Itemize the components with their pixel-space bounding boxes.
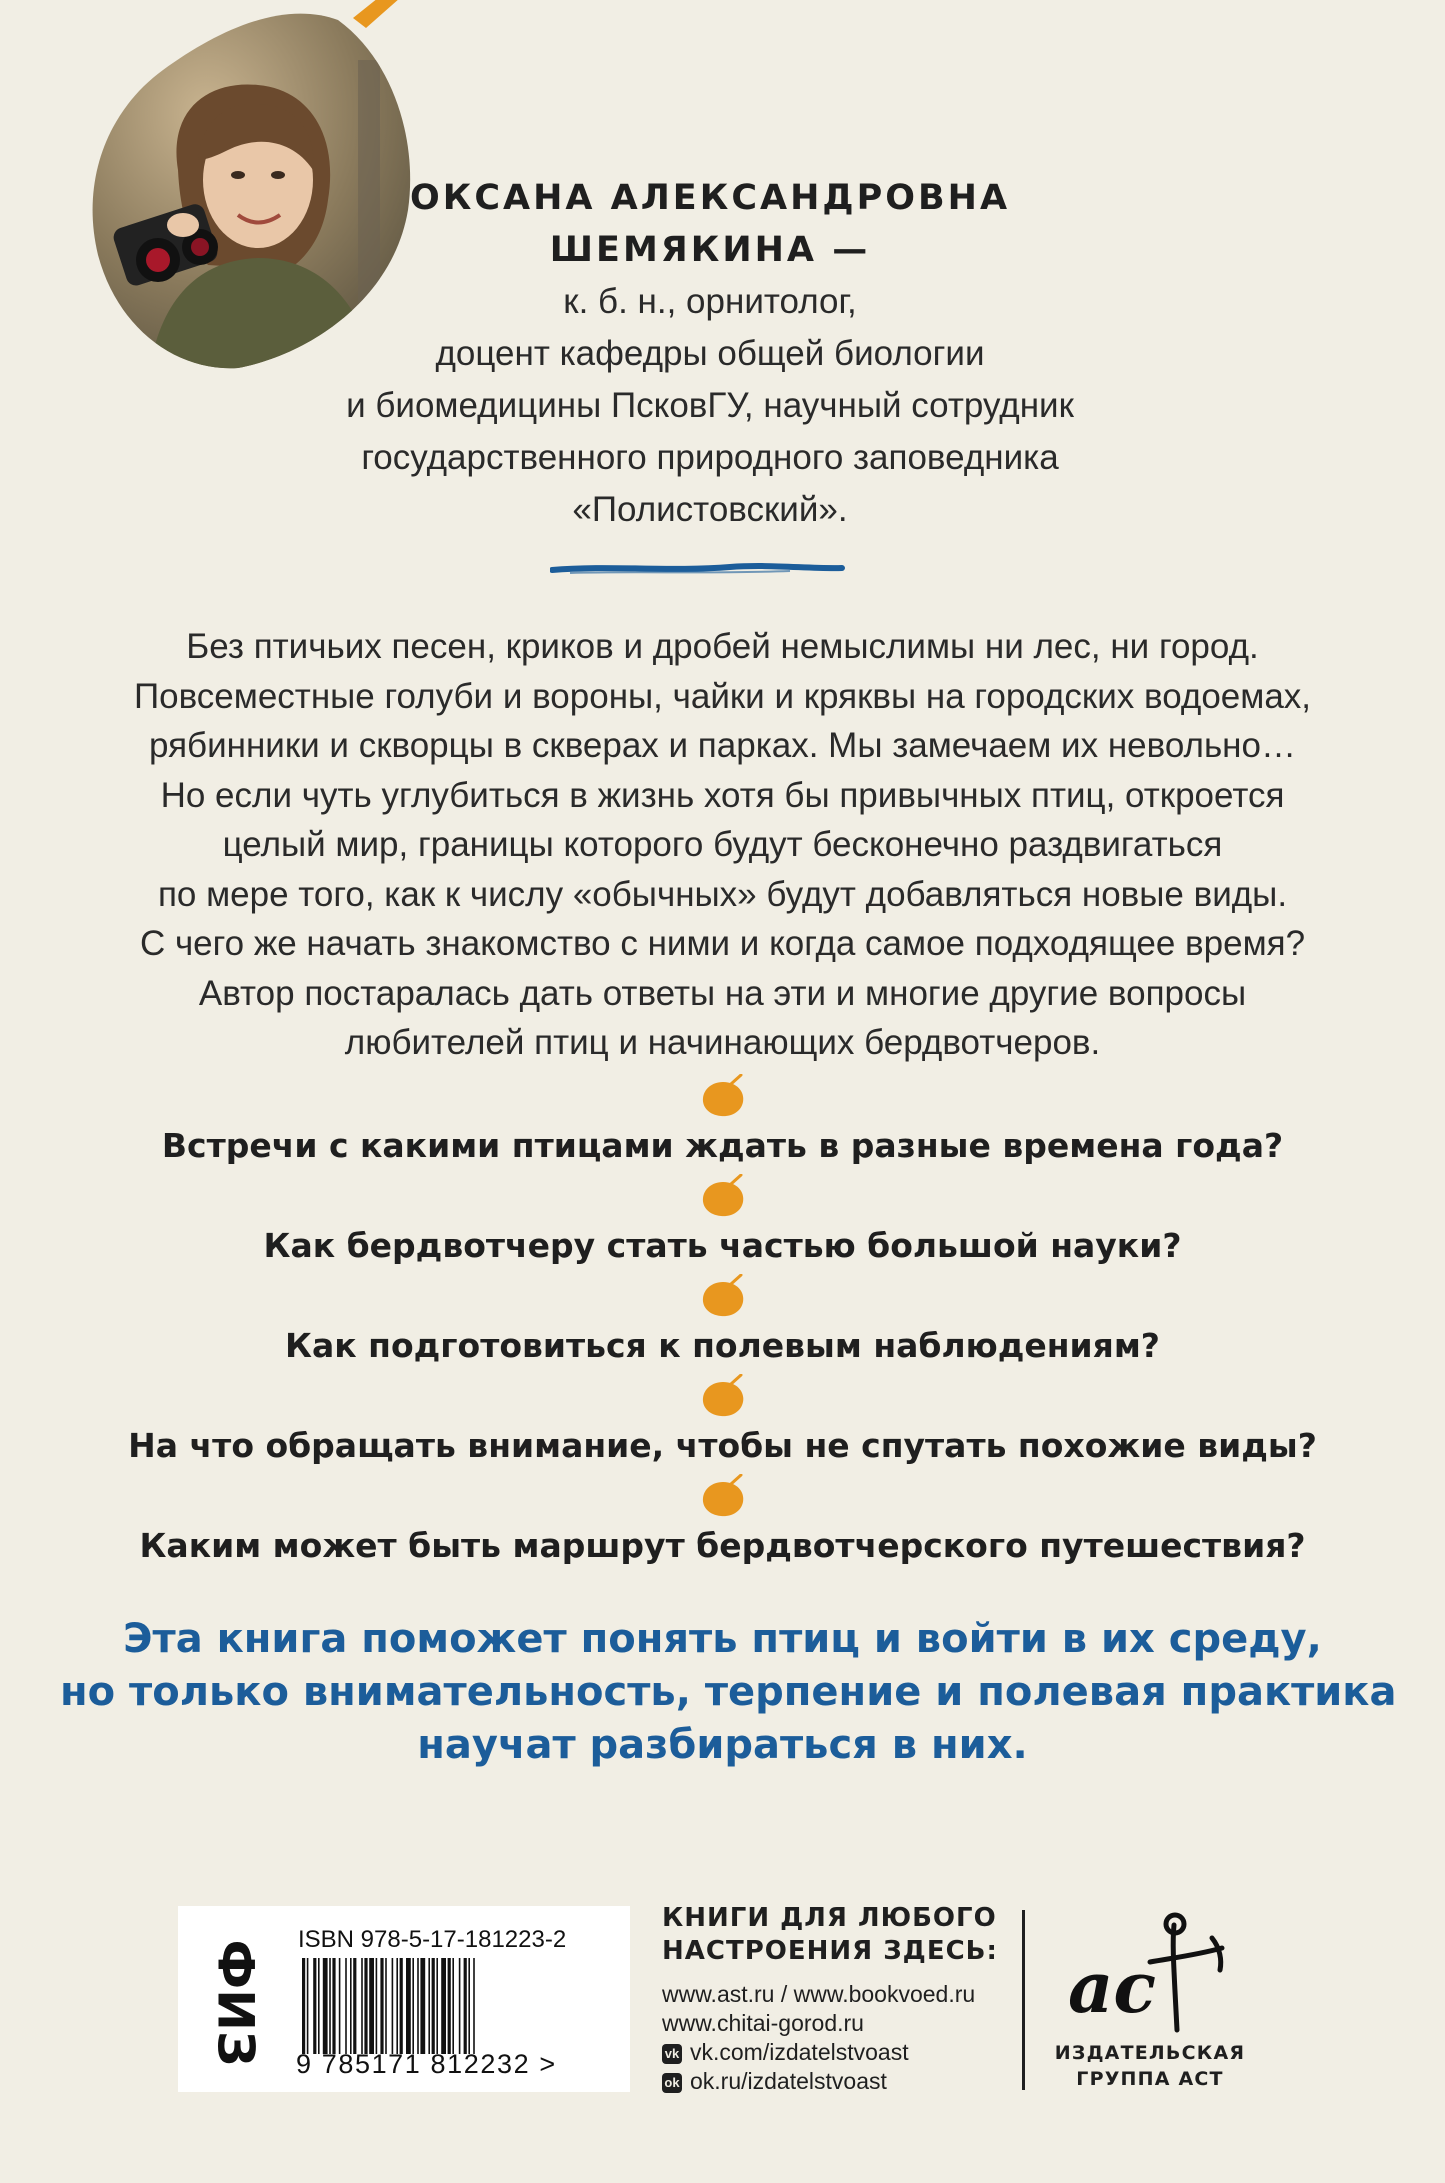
- question-item: [60, 1174, 1385, 1274]
- barcode-bar: [353, 1958, 356, 2054]
- barcode-bar: [448, 1958, 451, 2054]
- barcode-bar: [406, 1958, 411, 2054]
- blue-brush-divider: [550, 560, 845, 580]
- ok-link[interactable]: [662, 2067, 1012, 2096]
- barcode-bar: [313, 1958, 316, 2054]
- description-line: любителей птиц и начинающих бердвотчеров.: [344, 1023, 1101, 1062]
- description-line: Повсеместные голуби и вороны, чайки и кряквы на городских водоемах,: [133, 676, 1312, 716]
- barcode-bar: [318, 1958, 320, 2054]
- orange-leaf-icon: [699, 1274, 747, 1318]
- barcode-bar: [436, 1958, 438, 2054]
- author-bio-line: «Полистовский».: [572, 490, 848, 529]
- barcode-bar: [380, 1958, 383, 2054]
- barcode-bar: [432, 1958, 435, 2054]
- barcode-bar: [473, 1958, 475, 2054]
- question-item: [60, 1474, 1385, 1574]
- orange-leaf-icon: [699, 1374, 747, 1418]
- barcode-bar: [441, 1958, 446, 2054]
- publisher-caption-line: ГРУППА АСТ: [1076, 2068, 1224, 2090]
- barcode-panel: [178, 1906, 630, 2092]
- barcode-bar: [396, 1958, 398, 2054]
- description-line: С чего же начать знакомство с ними и когда самое подходящее время?: [139, 924, 1306, 963]
- question-item: [60, 1274, 1385, 1374]
- ast-logo-text: ас: [1068, 1946, 1156, 2029]
- ok-link-text: ok.ru/izdatelstvoast: [690, 2068, 887, 2094]
- author-surname: ШЕМЯКИНА —: [549, 230, 871, 270]
- barcode-bar: [452, 1958, 454, 2054]
- store-link[interactable]: www.chitai-gorod.ru: [662, 2010, 864, 2036]
- barcode-bar: [428, 1958, 430, 2054]
- barcode-bar: [339, 1958, 341, 2054]
- orange-leaf-icon: [699, 1474, 747, 1518]
- vertical-divider: [1022, 1910, 1025, 2090]
- barcode-bar: [412, 1958, 414, 2054]
- question-item: [60, 1074, 1385, 1174]
- book-description: [60, 622, 1385, 1068]
- description-line: целый мир, границы которого будут бесконечно раздвигаться: [222, 825, 1223, 864]
- closing-line: Эта книга поможет понять птиц и войти в их среду,: [123, 1616, 1322, 1662]
- barcode-bar: [417, 1958, 419, 2054]
- author-block: [260, 172, 1160, 536]
- barcode-bar: [400, 1958, 403, 2054]
- barcode-bar: [323, 1958, 328, 2054]
- closing-line: научат разбираться в них.: [417, 1722, 1028, 1768]
- barcode-bar: [350, 1958, 352, 2054]
- question-text: Каким может быть маршрут бердвотчерского путешествия?: [139, 1526, 1306, 1565]
- imprint-logo: [192, 1928, 272, 2078]
- description-line: по мере того, как к числу «обычных» будут добавляться новые виды.: [157, 874, 1288, 914]
- barcode-bar: [464, 1958, 467, 2054]
- question-text: Как бердвотчеру стать частью большой науки?: [263, 1226, 1182, 1265]
- ok-icon: ok: [662, 2073, 682, 2093]
- isbn-label: ISBN 978-5-17-181223-2: [298, 1926, 567, 1953]
- where-to-buy: [662, 1902, 1012, 2096]
- barcode-bar: [307, 1958, 309, 2054]
- publisher-caption-line: ИЗДАТЕЛЬСКАЯ: [1054, 2042, 1246, 2064]
- barcode-bar: [385, 1958, 387, 2054]
- ast-logo: [1062, 1910, 1242, 2040]
- vk-icon: vk: [662, 2044, 682, 2064]
- leaf-stem: [353, 0, 400, 28]
- author-bio-line: и биомедицины ПсковГУ, научный сотрудник: [346, 386, 1074, 425]
- author-bio-line: к. б. н., орнитолог,: [563, 282, 857, 321]
- question-text: На что обращать внимание, чтобы не спутать похожие виды?: [128, 1426, 1317, 1465]
- barcode-bar: [420, 1958, 425, 2054]
- orange-leaf-icon: [699, 1174, 747, 1218]
- barcode-bar: [345, 1958, 347, 2054]
- info-heading-line: НАСТРОЕНИЯ ЗДЕСЬ:: [662, 1936, 998, 1966]
- question-text: Как подготовиться к полевым наблюдениям?: [285, 1326, 1160, 1365]
- barcode-bar: [361, 1958, 363, 2054]
- vk-link-text: vk.com/izdatelstvoast: [690, 2039, 909, 2065]
- barcode-bar: [302, 1958, 305, 2054]
- author-bio-line: доцент кафедры общей биологии: [435, 334, 985, 373]
- description-line: Но если чуть углубиться в жизнь хотя бы привычных птиц, откроется: [160, 775, 1285, 815]
- orange-leaf-icon: [699, 1074, 747, 1118]
- question-item: [60, 1374, 1385, 1474]
- barcode-bar: [369, 1958, 374, 2054]
- closing-line: но только внимательность, терпение и полевая практика: [60, 1669, 1397, 1715]
- barcode: [298, 1958, 618, 2054]
- barcode-bar: [392, 1958, 394, 2054]
- barcode-bar: [364, 1958, 367, 2054]
- barcode-bar: [376, 1958, 378, 2054]
- author-bio-line: государственного природного заповедника: [361, 438, 1059, 477]
- barcode-bar: [459, 1958, 461, 2054]
- barcode-bar: [332, 1958, 335, 2054]
- question-text: Встречи с какими птицами ждать в разные времена года?: [161, 1126, 1284, 1165]
- questions-list: [60, 1074, 1385, 1574]
- imprint-logo-text: ФИЗ: [206, 1939, 265, 2067]
- barcode-bar: [329, 1958, 331, 2054]
- info-heading-line: КНИГИ ДЛЯ ЛЮБОГО: [662, 1903, 997, 1933]
- store-link[interactable]: www.ast.ru / www.bookvoed.ru: [662, 1981, 976, 2007]
- description-line: рябинники и скворцы в скверах и парках. Мы замечаем их невольно…: [149, 726, 1296, 765]
- barcode-digits: 9 785171 812232 >: [296, 2049, 557, 2079]
- description-line: Автор постаралась дать ответы на эти и многие другие вопросы: [198, 973, 1247, 1013]
- barcode-bar: [468, 1958, 470, 2054]
- vk-link[interactable]: [662, 2038, 1012, 2067]
- description-line: Без птичьих песен, криков и дробей немыслимы ни лес, ни город.: [186, 627, 1259, 666]
- closing-statement: [60, 1613, 1397, 1772]
- author-name: ОКСАНА АЛЕКСАНДРОВНА: [409, 178, 1011, 218]
- ast-logo-figure: [1150, 1925, 1222, 2030]
- publisher-caption: [1040, 2040, 1260, 2092]
